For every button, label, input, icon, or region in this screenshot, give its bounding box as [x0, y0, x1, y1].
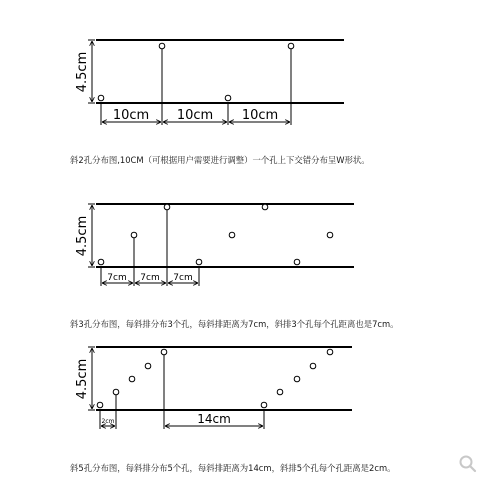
holes	[98, 204, 333, 267]
height-label: 4.5cm	[75, 51, 90, 93]
hole	[288, 43, 294, 49]
hole	[164, 204, 170, 210]
hole	[145, 363, 151, 369]
height-dimension	[75, 204, 95, 267]
spacing-label: 10cm	[241, 108, 279, 123]
hole	[113, 389, 119, 395]
hole	[98, 259, 104, 265]
spacing-label: 7cm	[107, 273, 127, 283]
holes	[98, 43, 294, 103]
hole	[98, 95, 104, 101]
hole	[161, 349, 167, 355]
hole	[131, 232, 137, 238]
hole	[310, 363, 316, 369]
hole	[196, 259, 202, 265]
spacing-label: 2cm	[101, 418, 115, 425]
hole	[261, 402, 267, 408]
height-dimension	[75, 347, 95, 410]
hole	[294, 376, 300, 382]
spacing-dimensions	[101, 268, 199, 286]
spacing-label: 10cm	[176, 108, 214, 123]
search-icon	[458, 454, 478, 474]
spacing-label: 7cm	[140, 273, 160, 283]
diagram-3-hole	[75, 204, 354, 286]
caption-2-hole: 斜2孔分布图,10CM（可根据用户需要进行调整）一个孔上下交错分布呈W形状。	[70, 155, 370, 165]
hole	[262, 204, 268, 210]
hole	[225, 95, 231, 101]
caption-3-hole: 斜3孔分布图，每斜排分布3个孔，每斜排距离为7cm，斜排3个孔每个孔距离也是7cm。	[70, 319, 399, 329]
hole	[159, 43, 165, 49]
spacing-label: 7cm	[173, 273, 193, 283]
hole	[129, 376, 135, 382]
hole	[97, 402, 103, 408]
spacing-dimensions	[100, 355, 264, 429]
height-label: 4.5cm	[75, 358, 90, 400]
height-label: 4.5cm	[75, 215, 90, 257]
height-dimension	[75, 40, 95, 103]
hole	[229, 232, 235, 238]
caption-5-hole: 斜5孔分布图，每斜排分布5个孔，每斜排距离为14cm，斜排5个孔每个孔距离是2cm。	[70, 463, 396, 473]
holes	[97, 349, 333, 408]
diagram-5-hole	[75, 347, 352, 429]
spacing-label: 14cm	[197, 412, 231, 426]
hole	[277, 389, 283, 395]
hole	[294, 259, 300, 265]
hole	[327, 349, 333, 355]
hole	[327, 232, 333, 238]
spacing-label: 10cm	[112, 108, 150, 123]
diagram-2-hole	[75, 40, 344, 125]
spacing-dimensions	[101, 104, 291, 125]
